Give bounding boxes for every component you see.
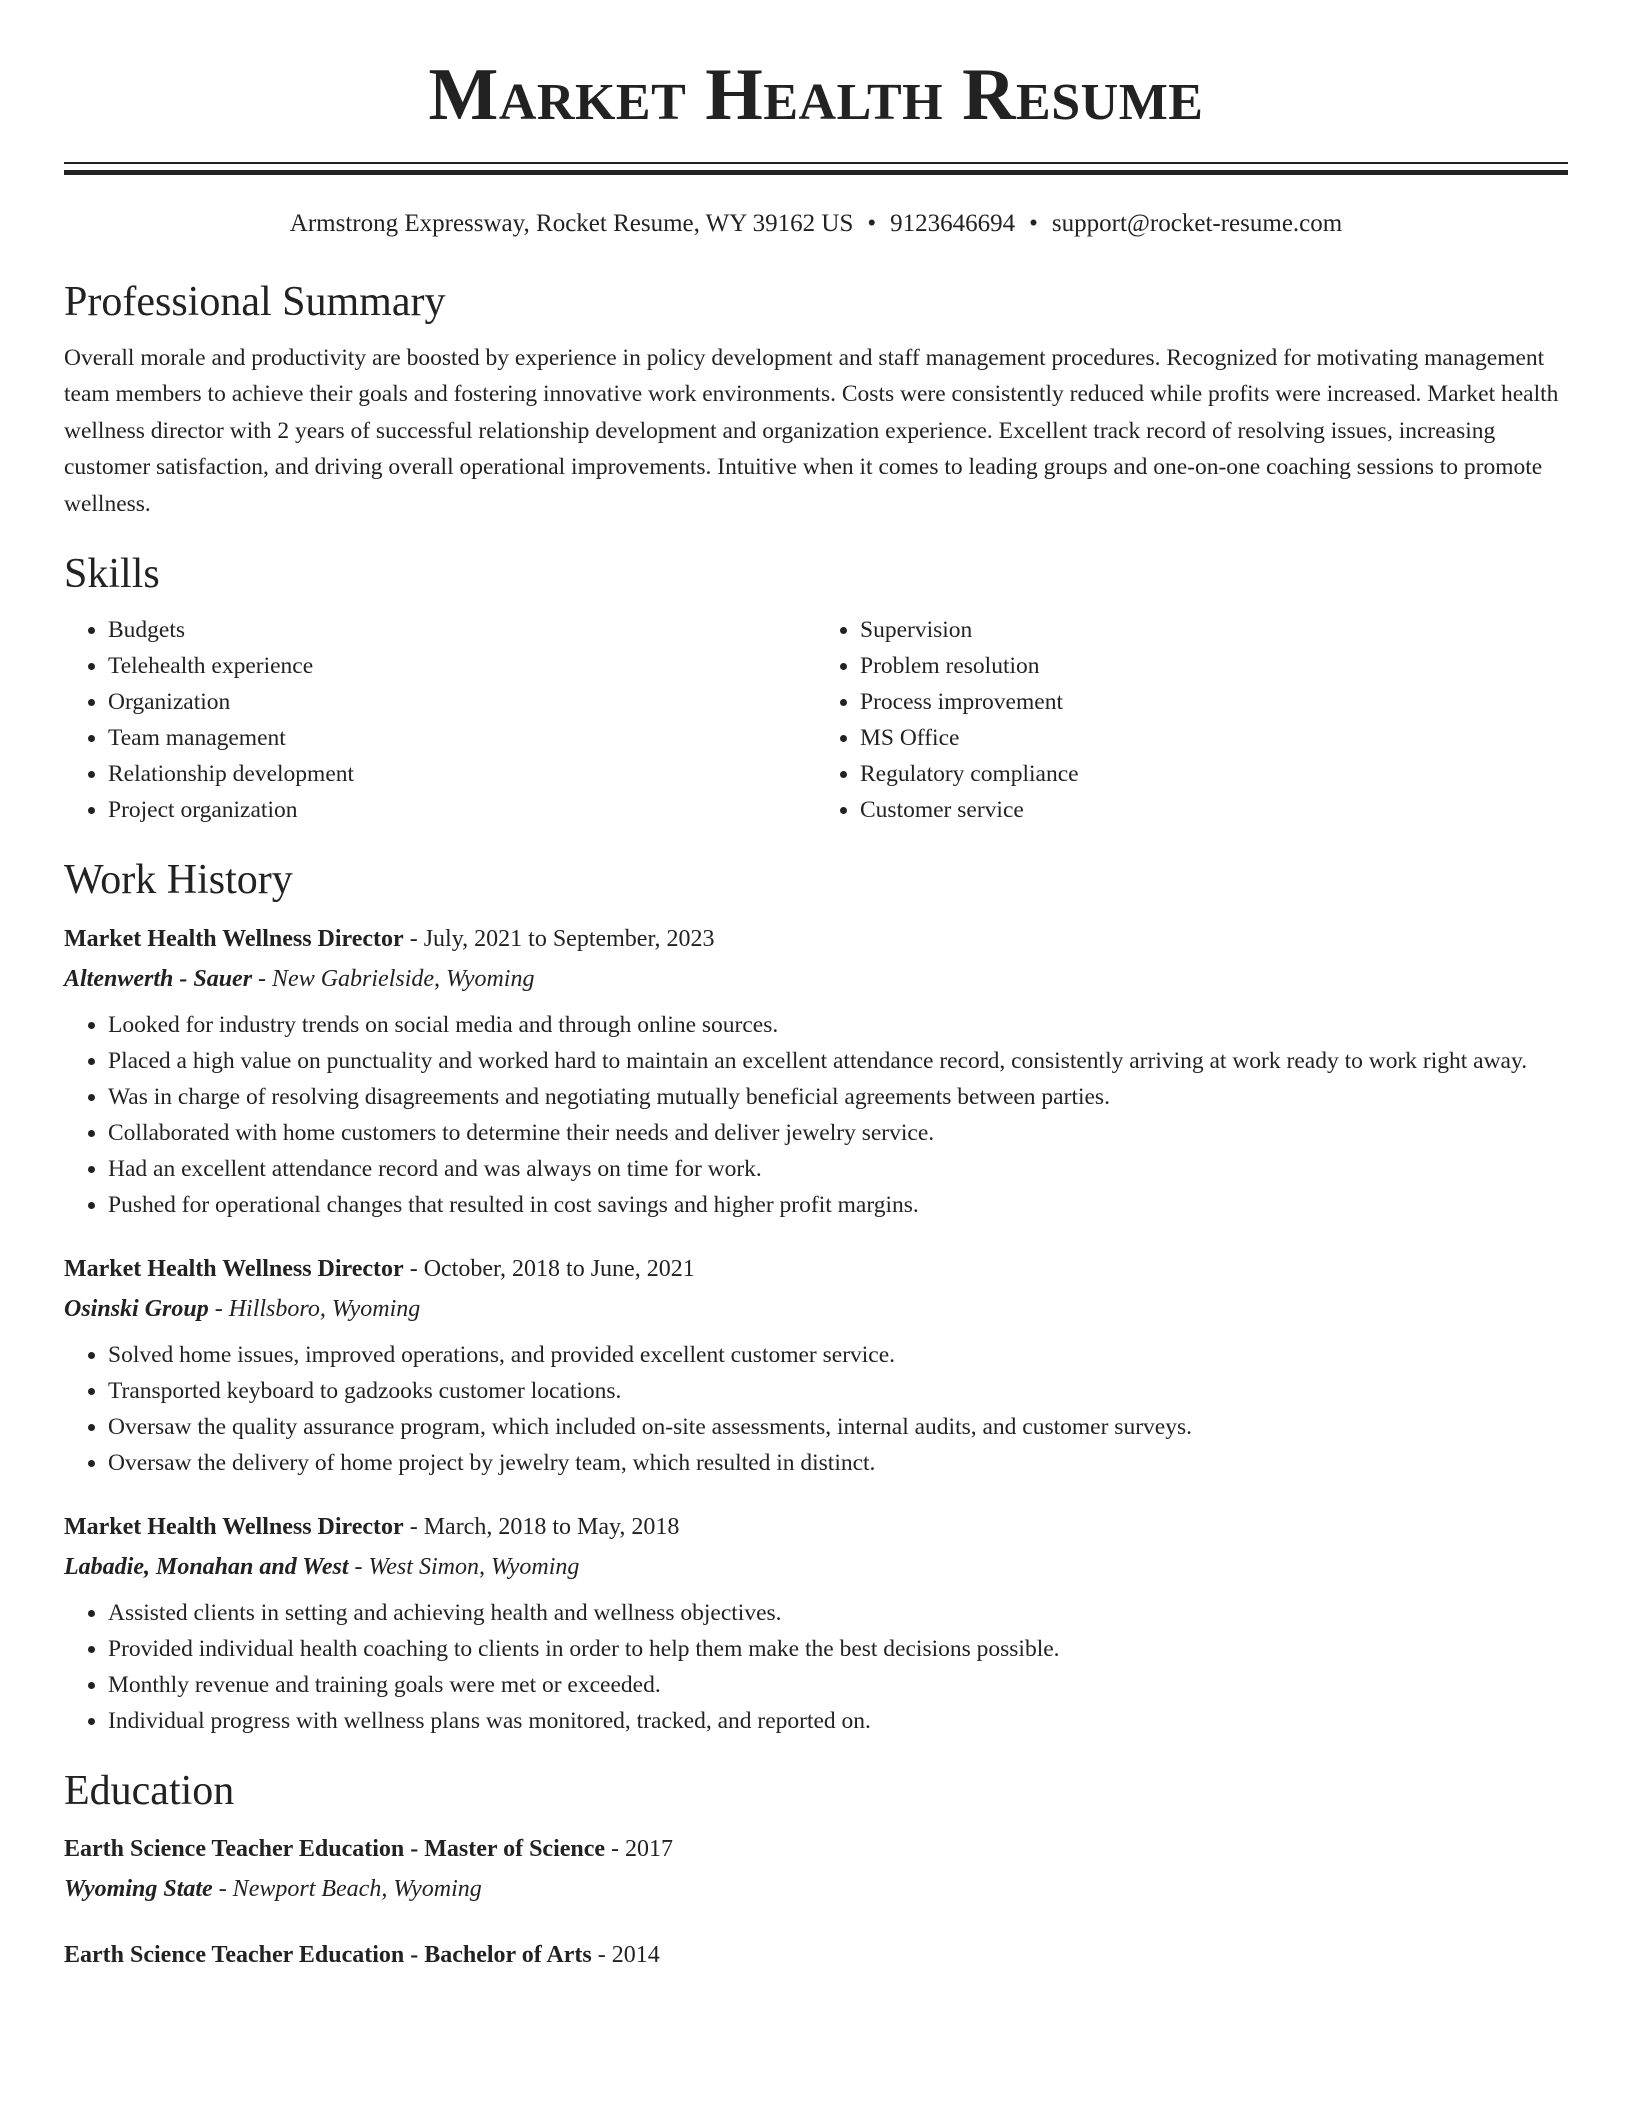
education-entry xyxy=(64,1829,1568,1909)
job-bullet: • Placed a high value on punctuality and worked hard to maintain an excellent attendance record, consistently arriving at work ready to work right away. xyxy=(108,1043,1568,1079)
job-bullet: • Oversaw the delivery of home project by jewelry team, which resulted in distinct. xyxy=(108,1445,1568,1481)
skill-item: • Budgets xyxy=(108,612,816,648)
education-heading: Education xyxy=(64,1767,235,1814)
education-year: - 2014 xyxy=(591,1942,660,1969)
job-title-line xyxy=(64,1249,1568,1289)
job-bullet: • Solved home issues, improved operations, and provided excellent customer service. xyxy=(108,1337,1568,1373)
skills-list-right xyxy=(816,612,1568,828)
job-bullet: • Pushed for operational changes that resulted in cost savings and higher profit margins. xyxy=(108,1187,1568,1223)
job-dates: - October, 2018 to June, 2021 xyxy=(403,1255,695,1282)
job-title: Market Health Wellness Director xyxy=(64,925,404,952)
work-history-heading: Work History xyxy=(64,857,293,904)
job-title-line xyxy=(64,1507,1568,1547)
education-degree-line xyxy=(64,1935,1568,1975)
job-bullet: • Collaborated with home customers to determine their needs and deliver jewelry service. xyxy=(108,1115,1568,1151)
education-year: - 2017 xyxy=(605,1836,674,1863)
skill-item: • MS Office xyxy=(860,720,1568,756)
job-location: - New Gabrielside, Wyoming xyxy=(252,965,535,992)
skills-heading: Skills xyxy=(64,551,160,598)
education-degree-line xyxy=(64,1829,1568,1869)
job-entry xyxy=(64,1249,1568,1481)
job-company: Osinski Group xyxy=(64,1295,209,1322)
education-school-line xyxy=(64,1869,1568,1909)
skill-item: • Relationship development xyxy=(108,756,816,792)
job-bullet: • Looked for industry trends on social media and through online sources. xyxy=(108,1007,1568,1043)
education-school: Wyoming State xyxy=(64,1876,213,1903)
job-bullet: • Oversaw the quality assurance program, which included on-site assessments, internal audits, and customer surveys. xyxy=(108,1409,1568,1445)
job-location: - West Simon, Wyoming xyxy=(348,1553,580,1580)
job-bullet: • Transported keyboard to gadzooks customer locations. xyxy=(108,1373,1568,1409)
job-company: Altenwerth - Sauer xyxy=(64,965,253,992)
contact-email: support@rocket-resume.com xyxy=(1051,210,1343,237)
skill-item: • Team management xyxy=(108,720,816,756)
title-divider-thin xyxy=(64,162,1568,164)
education-degree: Earth Science Teacher Education - Master of Science xyxy=(64,1836,606,1863)
contact-separator: • xyxy=(867,210,877,237)
summary-section xyxy=(64,278,1568,522)
job-bullet: • Was in charge of resolving disagreements and negotiating mutually beneficial agreements between parties. xyxy=(108,1079,1568,1115)
contact-phone: 9123646694 xyxy=(890,210,1016,237)
education-section xyxy=(64,1767,1568,1975)
job-bullet: • Assisted clients in setting and achieving health and wellness objectives. xyxy=(108,1595,1568,1631)
skill-item: • Organization xyxy=(108,684,816,720)
job-bullets xyxy=(64,1007,1568,1223)
job-company-line xyxy=(64,1547,1568,1587)
contact-separator: • xyxy=(1029,210,1038,237)
job-title: Market Health Wellness Director xyxy=(64,1255,404,1282)
skills-grid xyxy=(64,612,1568,828)
job-title-line xyxy=(64,919,1568,959)
job-dates: - March, 2018 to May, 2018 xyxy=(403,1513,680,1540)
job-location: - Hillsboro, Wyoming xyxy=(208,1295,421,1322)
job-company-line xyxy=(64,959,1568,999)
summary-heading: Professional Summary xyxy=(64,278,446,325)
contact-line xyxy=(64,205,1568,244)
job-bullets xyxy=(64,1595,1568,1739)
job-entry xyxy=(64,919,1568,1223)
skill-item: • Supervision xyxy=(860,612,1568,648)
job-bullets xyxy=(64,1337,1568,1481)
job-entry xyxy=(64,1507,1568,1739)
job-bullet: • Individual progress with wellness plans was monitored, tracked, and reported on. xyxy=(108,1703,1568,1739)
title-divider-thick xyxy=(64,170,1568,175)
skill-item: • Customer service xyxy=(860,792,1568,828)
skills-list-left xyxy=(64,612,816,828)
summary-text: Overall morale and productivity are boosted by experience in policy development and staff management procedures. Recognized for motivating management team members to achieve their goals and fostering innovative work environments. Costs were consistently reduced while profits were increased. Market health wellness director with 2 years of successful relationship development and organization experience. Excellent track record of resolving issues, increasing customer satisfaction, and driving overall operational improvements. Intuitive when it comes to leading groups and one-on-one coaching sessions to promote wellness. xyxy=(64,345,1559,517)
skills-section xyxy=(64,550,1568,828)
job-bullet: • Monthly revenue and training goals were met or exceeded. xyxy=(108,1667,1568,1703)
work-history-section xyxy=(64,856,1568,1738)
job-dates: - July, 2021 to September, 2023 xyxy=(403,925,715,952)
resume-title: Market Health Resume xyxy=(428,54,1204,136)
education-location: - Newport Beach, Wyoming xyxy=(212,1876,482,1903)
job-company-line xyxy=(64,1289,1568,1329)
skill-item: • Regulatory compliance xyxy=(860,756,1568,792)
skill-item: • Problem resolution xyxy=(860,648,1568,684)
education-degree: Earth Science Teacher Education - Bachelor of Arts xyxy=(64,1942,592,1969)
job-company: Labadie, Monahan and West xyxy=(64,1553,349,1580)
job-bullet: • Had an excellent attendance record and was always on time for work. xyxy=(108,1151,1568,1187)
job-bullet: • Provided individual health coaching to clients in order to help them make the best decisions possible. xyxy=(108,1631,1568,1667)
skill-item: • Process improvement xyxy=(860,684,1568,720)
contact-address: Armstrong Expressway, Rocket Resume, WY 39162 US xyxy=(289,210,854,237)
job-title: Market Health Wellness Director xyxy=(64,1513,404,1540)
skill-item: • Project organization xyxy=(108,792,816,828)
skill-item: • Telehealth experience xyxy=(108,648,816,684)
education-entry xyxy=(64,1935,1568,1975)
